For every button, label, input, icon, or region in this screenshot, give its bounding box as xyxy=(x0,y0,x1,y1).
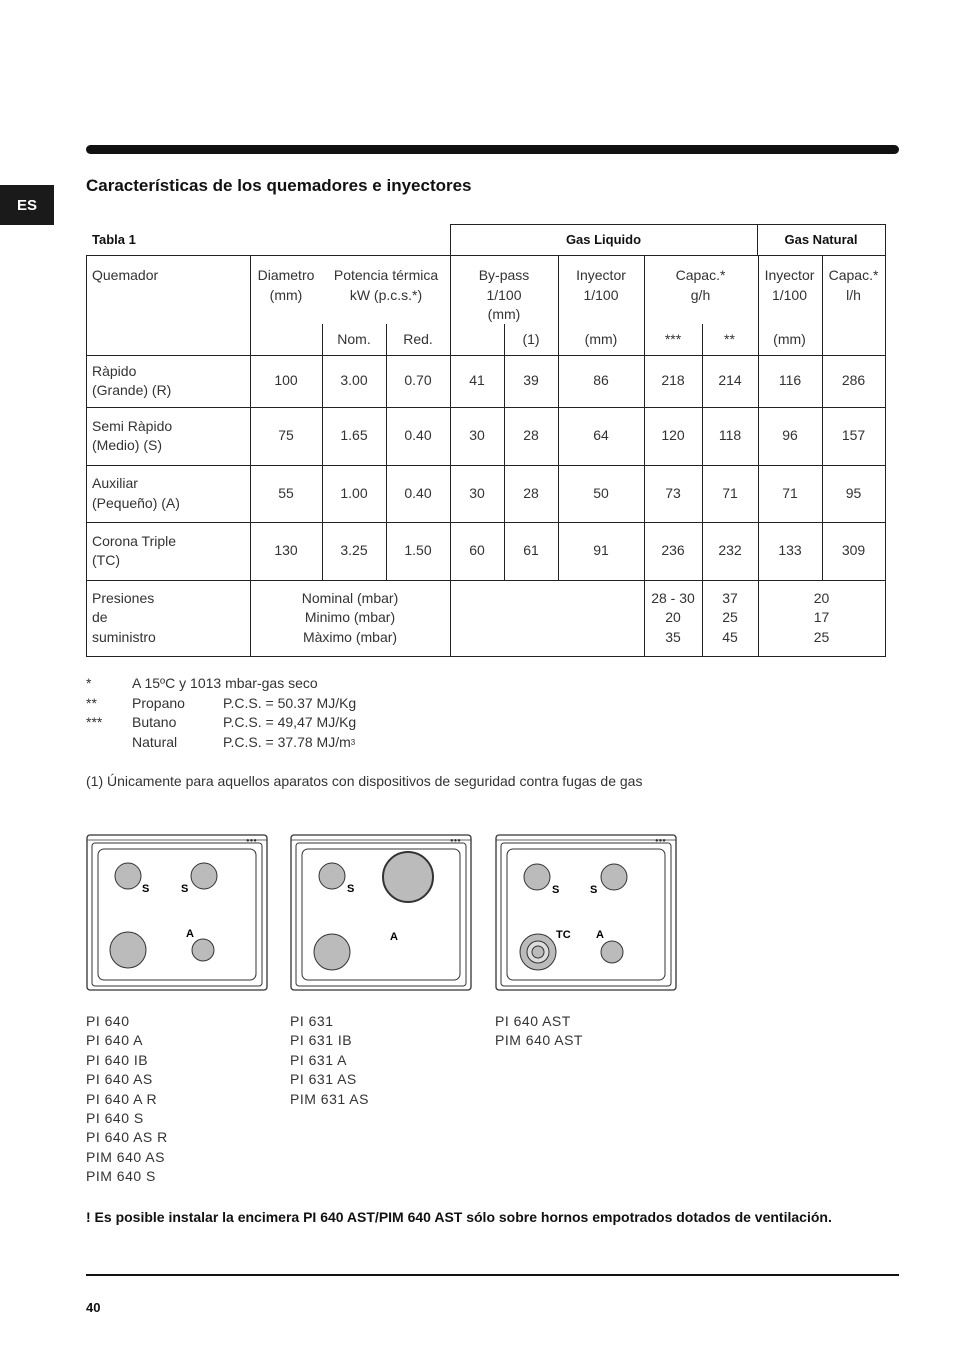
burner-a xyxy=(601,941,623,963)
burner-a xyxy=(192,939,214,961)
table-rule xyxy=(558,355,559,580)
header-injector-natural: Inyector 1/100 xyxy=(764,267,815,303)
label-s: S xyxy=(590,884,598,896)
model-name: PIM 640 S xyxy=(86,1168,156,1185)
table-rule xyxy=(558,255,559,324)
value-cell: 130 xyxy=(274,542,298,559)
label-s: S xyxy=(142,883,150,895)
value-cell: 41 xyxy=(469,372,485,389)
header-capacity-natural: Capac.* l/h xyxy=(828,267,879,303)
pressure-propane: 37 25 45 xyxy=(722,589,738,645)
sub-nom: Nom. xyxy=(337,330,371,347)
burner-s xyxy=(115,863,141,889)
value-cell: 95 xyxy=(845,484,862,501)
model-name: PI 640 A R xyxy=(86,1090,158,1107)
header-diameter: Diametro (mm) xyxy=(257,267,315,303)
table-rule xyxy=(504,355,505,580)
model-list-3 xyxy=(495,1012,583,1051)
note-mark: *** xyxy=(86,714,103,730)
sub-red: Red. xyxy=(403,330,433,347)
burner-s xyxy=(601,864,627,890)
value-cell: 236 xyxy=(661,542,685,559)
burner-name: Auxiliar (Pequeño) (A) xyxy=(92,475,180,511)
header-injector: Inyector 1/100 xyxy=(576,267,626,303)
table-rule xyxy=(86,255,885,256)
value-cell: 39 xyxy=(523,372,539,389)
model-name: PI 640 AST xyxy=(495,1013,571,1029)
value-cell: 71 xyxy=(722,484,738,501)
value-cell: 232 xyxy=(718,542,742,559)
table-label: Tabla 1 xyxy=(92,231,136,247)
table-rule xyxy=(757,224,758,255)
table-rule xyxy=(86,580,885,581)
label-s: S xyxy=(347,883,355,895)
table-rule xyxy=(822,324,823,355)
value-cell: 1.65 xyxy=(340,427,368,444)
burner-r xyxy=(314,934,350,970)
model-name: PI 640 AS R xyxy=(86,1129,168,1146)
footer-rule xyxy=(86,1274,899,1276)
gas-notes xyxy=(86,674,356,752)
sub-1: (1) xyxy=(522,330,540,347)
model-name: PI 640 A xyxy=(86,1032,143,1049)
value-cell: 133 xyxy=(778,542,802,559)
model-name: PI 631 A xyxy=(290,1051,347,1068)
value-cell: 157 xyxy=(841,427,866,444)
table-rule xyxy=(702,580,703,656)
value-cell: 75 xyxy=(278,427,294,444)
header-burner: Quemador xyxy=(92,267,159,283)
burner-name: Corona Triple (TC) xyxy=(92,532,177,568)
label-tc: TC xyxy=(556,929,571,941)
header-capacity: Capac.* g/h xyxy=(675,267,726,303)
section-title: Características de los quemadores e inyectores xyxy=(86,176,472,195)
table-rule xyxy=(758,255,759,657)
value-cell: 86 xyxy=(593,372,609,389)
hob-diagram-pi631 xyxy=(290,834,474,992)
table-rule xyxy=(322,355,323,580)
page-number: 40 xyxy=(86,1300,101,1315)
burner-s xyxy=(191,863,217,889)
model-list-2 xyxy=(290,1012,369,1109)
value-cell: 3.00 xyxy=(340,372,368,389)
header-rule xyxy=(86,145,899,154)
model-name: PIM 640 AST xyxy=(495,1032,583,1049)
value-cell: 28 xyxy=(523,484,539,501)
burner-s xyxy=(524,864,550,890)
label-a: A xyxy=(390,931,398,943)
note-gas: Butano xyxy=(132,714,177,730)
table-rule xyxy=(86,407,885,408)
value-cell: 0.40 xyxy=(404,427,432,444)
label-a: A xyxy=(596,929,604,941)
value-cell: 214 xyxy=(718,372,742,389)
burner-name: Semi Ràpido (Medio) (S) xyxy=(92,417,173,453)
hob-diagram-pi640ast xyxy=(495,834,679,992)
installation-warning: ! Es posible instalar la encimera PI 640 AST/PIM 640 AST sólo sobre hornos empotrados dotados de ventilación. xyxy=(86,1209,832,1225)
note-value: P.C.S. = 50.37 MJ/Kg xyxy=(223,694,357,711)
value-cell: 0.70 xyxy=(404,372,432,389)
pressure-natural: 20 17 25 xyxy=(813,589,830,645)
value-cell: 50 xyxy=(593,484,609,501)
note-value: P.C.S. = 49,47 MJ/Kg xyxy=(223,714,357,730)
control-dots: ●●● xyxy=(246,838,257,844)
value-cell: 286 xyxy=(841,372,866,389)
table-rule xyxy=(250,255,251,657)
model-list-1 xyxy=(86,1012,168,1187)
model-name: PIM 631 AS xyxy=(290,1090,369,1107)
value-cell: 28 xyxy=(523,427,539,444)
note-mark xyxy=(86,733,132,753)
table-rule xyxy=(450,224,451,657)
pressure-label: Presiones de suministro xyxy=(92,589,156,645)
value-cell: 30 xyxy=(469,484,485,501)
sub-propane: ** xyxy=(724,330,735,347)
footnote-bypass: (1) Únicamente para aquellos aparatos con dispositivos de seguridad contra fugas de gas xyxy=(86,773,643,789)
control-dots: ●●● xyxy=(450,838,461,844)
value-cell: 60 xyxy=(469,542,485,559)
note-text: A 15ºC y 1013 mbar-gas seco xyxy=(132,675,318,691)
note-row xyxy=(86,694,356,714)
value-cell: 71 xyxy=(782,484,798,501)
header-power: Potencia térmica kW (p.c.s.*) xyxy=(333,267,439,303)
burner-tc-center xyxy=(532,946,544,958)
value-cell: 309 xyxy=(841,542,866,559)
table-rule xyxy=(86,465,885,466)
model-name: PI 640 xyxy=(86,1013,130,1029)
model-name: PI 640 S xyxy=(86,1110,144,1127)
language-tab: ES xyxy=(0,185,54,225)
value-cell: 30 xyxy=(469,427,485,444)
burner-name: Ràpido (Grande) (R) xyxy=(92,362,172,398)
value-cell: 100 xyxy=(274,372,298,389)
header-bypass: By-pass 1/100 (mm) xyxy=(478,267,530,322)
note-mark: * xyxy=(86,675,92,691)
sub-mm-natural: (mm) xyxy=(773,330,806,347)
pressure-butane: 28 - 30 20 35 xyxy=(651,589,695,645)
label-s: S xyxy=(181,883,189,895)
table-rule xyxy=(322,324,323,355)
table-rule xyxy=(702,324,703,355)
table-rule xyxy=(86,255,87,656)
hob-diagram-pi640 xyxy=(86,834,270,992)
table-rule xyxy=(450,224,885,225)
sub-mm: (mm) xyxy=(584,330,618,347)
table-rule xyxy=(86,656,886,657)
table-rule xyxy=(822,255,823,580)
sub-butane: *** xyxy=(664,330,682,347)
table-rule xyxy=(86,355,885,356)
value-cell: 118 xyxy=(718,427,742,444)
model-name: PI 640 AS xyxy=(86,1071,153,1088)
note-superscript: 3 xyxy=(350,737,356,747)
label-s: S xyxy=(552,884,560,896)
table-rule xyxy=(386,324,387,580)
value-cell: 1.00 xyxy=(340,484,368,501)
label-a: A xyxy=(186,928,194,940)
value-cell: 120 xyxy=(661,427,685,444)
burner-r xyxy=(110,932,146,968)
value-cell: 1.50 xyxy=(404,542,432,559)
note-row xyxy=(86,713,356,733)
table-rule xyxy=(702,355,703,580)
value-cell: 61 xyxy=(523,542,539,559)
burner-s xyxy=(319,863,345,889)
value-cell: 91 xyxy=(593,542,609,559)
note-gas: Natural xyxy=(132,733,178,750)
pressure-names: Nominal (mbar) Minimo (mbar) Màximo (mbar) xyxy=(301,589,399,645)
note-value: P.C.S. = 37.78 MJ/m xyxy=(223,733,351,750)
value-cell: 218 xyxy=(661,372,685,389)
value-cell: 0.40 xyxy=(404,484,432,501)
table-rule xyxy=(86,522,885,523)
value-cell: 55 xyxy=(278,484,294,501)
table-rule xyxy=(885,224,886,657)
group-gas-natural: Gas Natural xyxy=(784,231,858,247)
value-cell: 3.25 xyxy=(340,542,368,559)
note-row xyxy=(86,674,356,694)
value-cell: 73 xyxy=(665,484,681,501)
table-rule xyxy=(644,255,645,657)
table-rule xyxy=(558,324,559,355)
model-name: PI 631 AS xyxy=(290,1071,357,1088)
model-name: PI 631 xyxy=(290,1013,334,1029)
value-cell: 96 xyxy=(782,427,798,444)
table-rule xyxy=(504,324,505,355)
control-dots: ●●● xyxy=(655,838,666,844)
note-gas: Propano xyxy=(132,694,185,711)
note-mark: ** xyxy=(86,694,97,711)
group-gas-liquid: Gas Liquido xyxy=(565,231,642,247)
model-name: PI 631 IB xyxy=(290,1032,353,1049)
model-name: PIM 640 AS xyxy=(86,1148,165,1165)
value-cell: 116 xyxy=(778,372,802,389)
model-name: PI 640 IB xyxy=(86,1051,149,1068)
burner-large xyxy=(383,852,433,902)
value-cell: 64 xyxy=(593,427,609,444)
note-row xyxy=(86,733,356,753)
